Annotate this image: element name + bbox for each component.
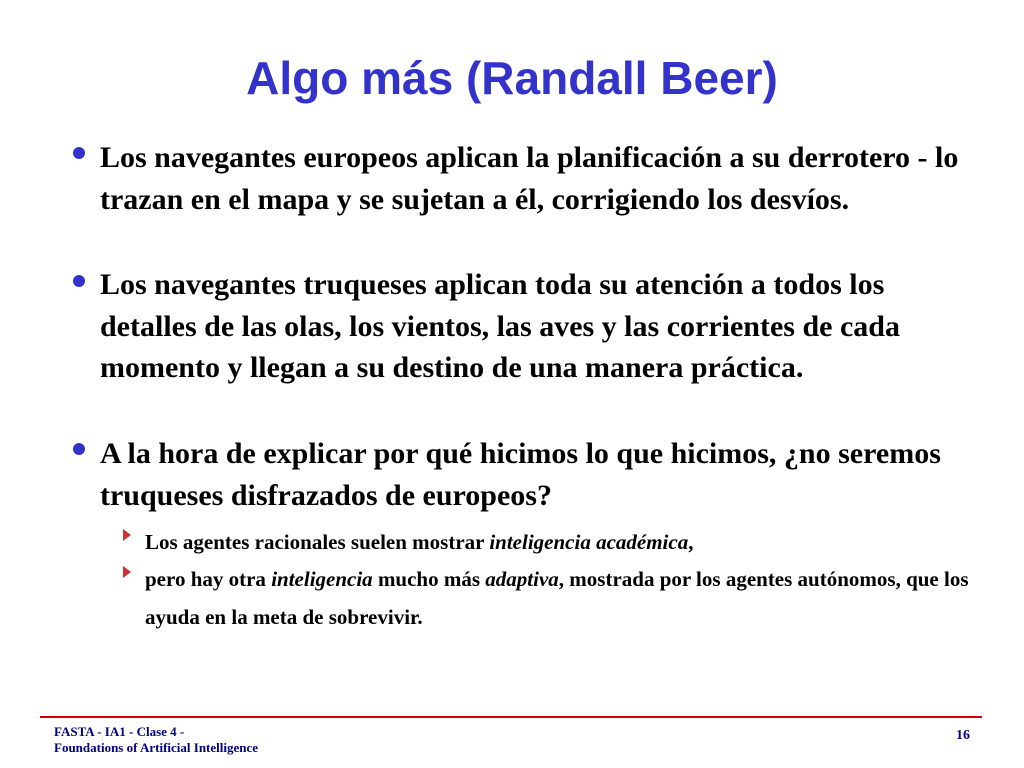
- sub-bullet-2-tail: , mostrada por los agentes autónomos, que los ayuda en la meta de sobrevivir.: [145, 567, 969, 629]
- sub-bullet-2-italic-1: inteligencia: [271, 567, 373, 591]
- footer-line-1: FASTA - IA1 - Clase 4 -: [54, 724, 185, 739]
- footer-line-2: Foundations of Artificial Intelligence: [54, 740, 259, 755]
- sub-bullet-1-tail: ,: [688, 530, 694, 554]
- sub-bullet-2-italic-2: adaptiva: [485, 567, 559, 591]
- sub-bullet-2-text: pero hay otra: [145, 567, 272, 591]
- sub-bullet-1-text: Los agentes racionales suelen mostrar: [145, 530, 490, 554]
- sub-bullet-2: [145, 560, 975, 636]
- footer-text: [54, 724, 258, 756]
- footer-divider: [40, 716, 982, 718]
- sub-bullet-1-italic: inteligencia académica: [489, 530, 689, 554]
- bullet-1: Los navegantes europeos aplican la planificación a su derrotero - lo trazan en el mapa y se sujetan a él, corrigiendo los desvíos.: [100, 141, 959, 216]
- bullet-dot-icon: [73, 275, 85, 287]
- page-number: 16: [956, 728, 970, 743]
- sub-bullet-2-middle: mucho más: [372, 567, 486, 591]
- arrow-bullet-icon: [123, 566, 131, 578]
- bullet-2: Los navegantes truqueses aplican toda su atención a todos los detalles de las olas, los vientos, las aves y las corrientes de cada momento y llegan a su destino de una manera práctica.: [100, 268, 900, 384]
- slide-title: Algo más (Randall Beer): [246, 52, 778, 104]
- bullet-3: A la hora de explicar por qué hicimos lo que hicimos, ¿no seremos truqueses disfrazados de europeos?: [100, 437, 941, 512]
- arrow-bullet-icon: [123, 529, 131, 541]
- bullet-dot-icon: [73, 147, 85, 159]
- sub-bullet-1: [145, 523, 975, 561]
- bullet-dot-icon: [73, 443, 85, 455]
